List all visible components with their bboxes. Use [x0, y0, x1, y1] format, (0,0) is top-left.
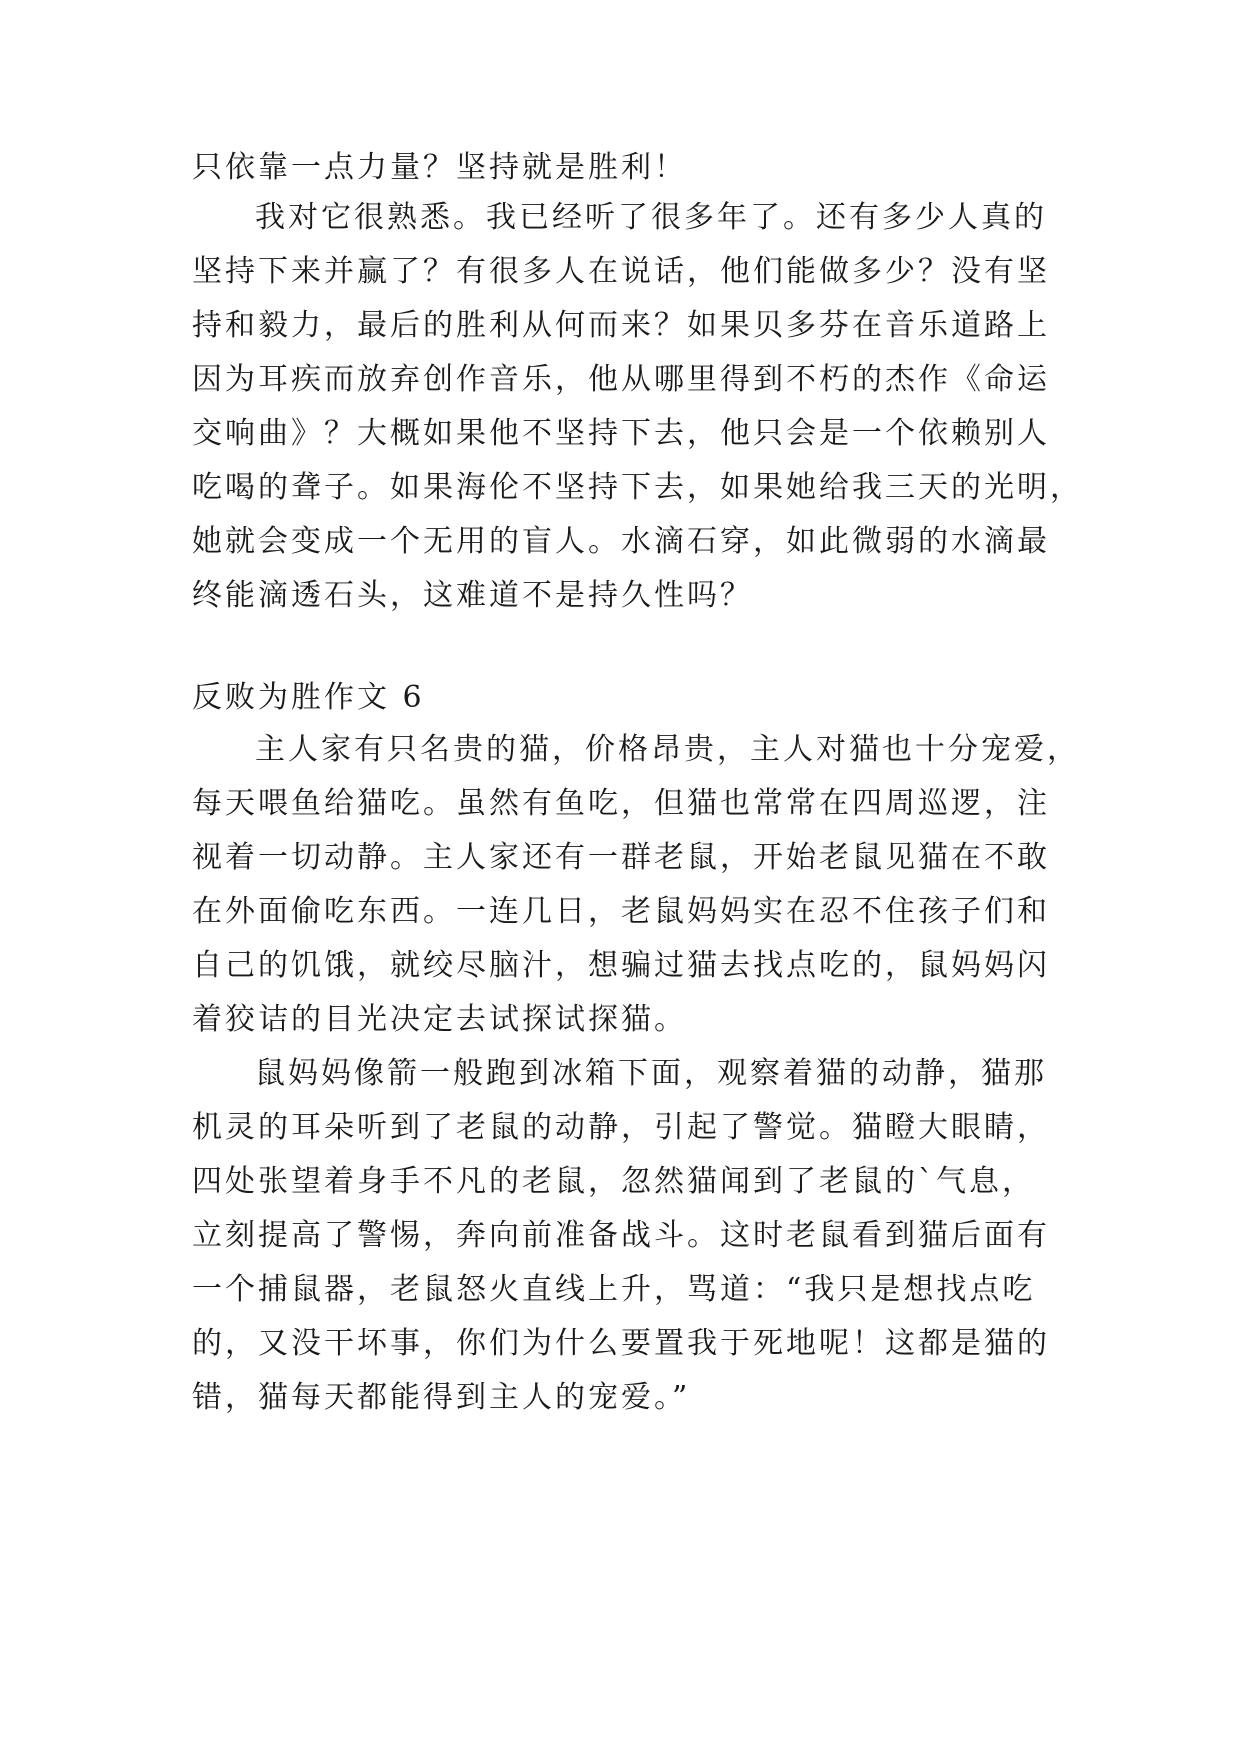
text-line: 的，又没干坏事，你们为什么要置我于死地呢！这都是猫的 [192, 1326, 1050, 1361]
text-line: 坚持下来并赢了？有很多人在说话，他们能做多少？没有坚 [192, 254, 1050, 289]
text-line: 她就会变成一个无用的盲人。水滴石穿，如此微弱的水滴最 [192, 524, 1050, 559]
text-line: 机灵的耳朵听到了老鼠的动静，引起了警觉。猫瞪大眼睛， [192, 1110, 1050, 1145]
paragraph-line-indented: 主人家有只名贵的猫，价格昂贵，主人对猫也十分宠爱， [255, 732, 1080, 767]
text-line: 只依靠一点力量？坚持就是胜利！ [192, 150, 687, 185]
paragraph-line-indented: 鼠妈妈像箭一般跑到冰箱下面，观察着猫的动静，猫那 [255, 1056, 1047, 1091]
text-line: 因为耳疾而放弃创作音乐，他从哪里得到不朽的杰作《命运 [192, 362, 1050, 397]
text-line: 交响曲》？大概如果他不坚持下去，他只会是一个依赖别人 [192, 416, 1050, 451]
text-line: 终能滴透石头，这难道不是持久性吗？ [192, 578, 753, 613]
text-line: 自己的饥饿，就绞尽脑汁，想骗过猫去找点吃的，鼠妈妈闪 [192, 948, 1050, 983]
text-line: 每天喂鱼给猫吃。虽然有鱼吃，但猫也常常在四周巡逻，注 [192, 786, 1050, 821]
text-line: 持和毅力，最后的胜利从何而来？如果贝多芬在音乐道路上 [192, 308, 1050, 343]
text-line: 在外面偷吃东西。一连几日，老鼠妈妈实在忍不住孩子们和 [192, 894, 1050, 929]
text-line: 立刻提高了警惕，奔向前准备战斗。这时老鼠看到猫后面有 [192, 1218, 1050, 1253]
paragraph-line-indented: 我对它很熟悉。我已经听了很多年了。还有多少人真的 [255, 200, 1047, 235]
text-line: 一个捕鼠器，老鼠怒火直线上升，骂道：“我只是想找点吃 [192, 1272, 1036, 1307]
text-line: 错，猫每天都能得到主人的宠爱。” [192, 1380, 691, 1415]
text-line: 视着一切动静。主人家还有一群老鼠，开始老鼠见猫在不敢 [192, 840, 1050, 875]
text-line: 吃喝的聋子。如果海伦不坚持下去，如果她给我三天的光明， [192, 470, 1083, 505]
text-line: 四处张望着身手不凡的老鼠，忽然猫闻到了老鼠的`气息， [192, 1164, 1035, 1199]
text-line: 着狡诘的目光决定去试探试探猫。 [192, 1002, 687, 1037]
section-heading: 反败为胜作文 6 [192, 680, 425, 715]
